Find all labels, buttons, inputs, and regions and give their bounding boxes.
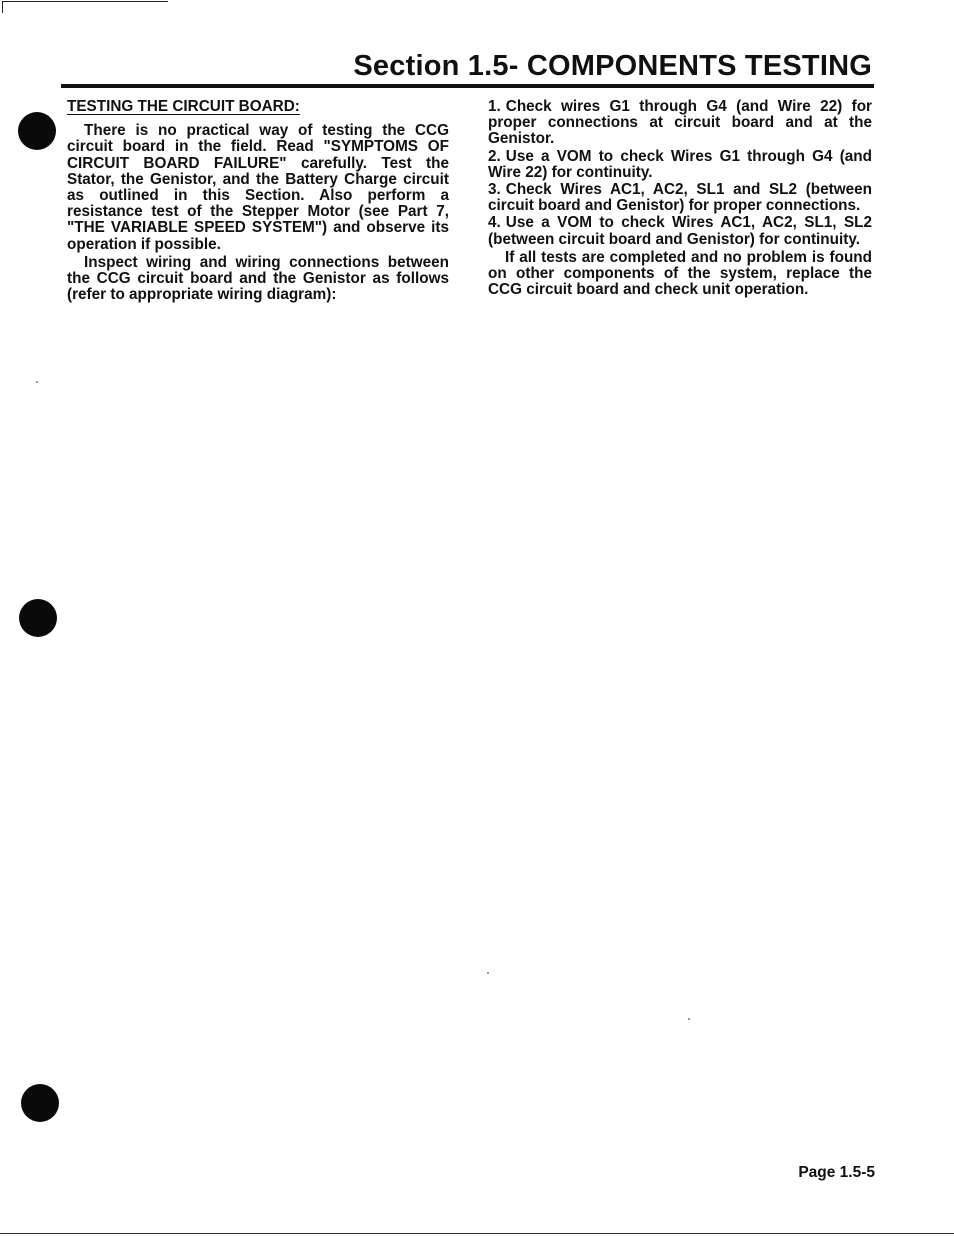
step-text: Use a VOM to check Wires AC1, AC2, SL1, SL2 (between circuit board and Genistor) for continuity. [488, 214, 872, 248]
intro-paragraph: There is no practical way of testing the CCG circuit board in the field. Read "SYMPTOMS OF CIRCUIT BOARD FAILURE" carefully. Test the Stator, the Genistor, and the Battery Charge circuit as outlined in this Section. Also perform a resistance test of the Stepper Motor (see Part 7, "THE VARIABLE SPEED SYSTEM") and observe its operation if possible. [67, 122, 449, 253]
section-title: Section 1.5- COMPONENTS TESTING [353, 50, 872, 82]
header-rule [61, 84, 874, 88]
bottom-rule [0, 1233, 954, 1234]
step-text: Check wires G1 through G4 (and Wire 22) for proper connections at circuit board and at the Genistor. [488, 98, 872, 148]
step-number: 3. [488, 181, 501, 199]
scan-speck [688, 1018, 690, 1020]
test-steps-list [488, 99, 872, 248]
step-number: 4. [488, 214, 501, 232]
page-number: Page 1.5-5 [798, 1164, 875, 1181]
binder-hole-middle [19, 599, 57, 637]
binder-hole-top [18, 112, 56, 150]
step-number: 1. [488, 98, 501, 115]
list-item [488, 215, 872, 247]
inspection-paragraph: Inspect wiring and wiring connections between the CCG circuit board and the Genistor as follows (refer to appropriate wiring diagram): [67, 253, 449, 304]
section-subheading: TESTING THE CIRCUIT BOARD: [67, 98, 300, 115]
step-text: Use a VOM to check Wires G1 through G4 (and Wire 22) for continuity. [488, 147, 872, 181]
right-column [488, 99, 872, 298]
scan-speck [36, 381, 38, 383]
list-item [488, 182, 872, 214]
scan-speck [487, 972, 489, 974]
list-item [488, 149, 872, 181]
page-corner-mark-vertical [2, 1, 3, 13]
left-column [67, 99, 449, 303]
list-item [488, 99, 872, 148]
binder-hole-bottom [21, 1084, 59, 1122]
step-text: Check Wires AC1, AC2, SL1 and SL2 (between circuit board and Genistor) for proper connections. [488, 181, 872, 215]
closing-paragraph: If all tests are completed and no problem is found on other components of the system, replace the CCG circuit board and check unit operation. [488, 248, 872, 299]
step-number: 2. [488, 147, 501, 165]
page-corner-mark [2, 1, 168, 2]
